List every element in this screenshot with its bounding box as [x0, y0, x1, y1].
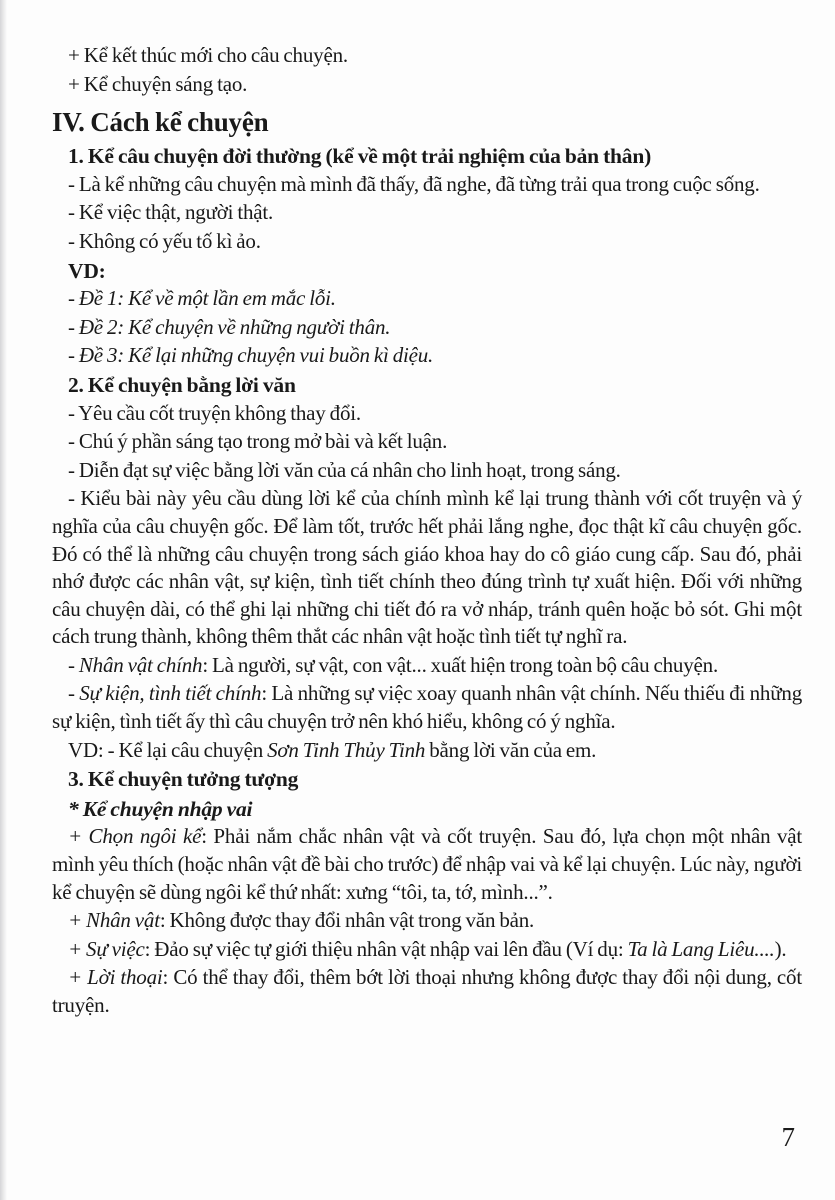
text-segment: 2. Kể chuyện bằng lời văn — [68, 372, 296, 397]
text-segment: Ta là Lang Liêu.... — [627, 936, 775, 961]
text-segment: + Kể kết thúc mới cho câu chuyện. — [68, 43, 348, 67]
paragraph — [52, 823, 802, 906]
text-segment: + Chọn ngôi kể — [68, 824, 202, 849]
text-segment: - Kể việc thật, người thật. — [68, 200, 274, 225]
heading-sub — [52, 258, 802, 286]
text-segment: : Có thể thay đổi, thêm bớt lời thoại nhưng không được thay đổi nội dung, cốt truyện. — [52, 965, 802, 1017]
text-segment: : Đảo sự việc tự giới thiệu nhân vật nhập vai lên đầu (Ví dụ: — [144, 936, 628, 961]
text-segment: - Đề 2: Kể chuyện về những người thân. — [68, 314, 391, 339]
paragraph — [52, 285, 802, 313]
text-segment: + Sự việc — [68, 936, 145, 961]
text-segment: : Phải nắm chắc nhân vật và cốt truyện. Sau đó, lựa chọn một nhân vật mình yêu thích (hoặc nhân vật đề bài cho trước) để nhập vai và kể lại chuyện. Lúc này, người kể chuyện sẽ dùng ngôi kể thứ nhất: xưng “tôi, ta, tớ, mình...”. — [52, 824, 802, 904]
paragraph — [52, 228, 802, 256]
text-segment: + Lời thoại — [68, 965, 163, 990]
paragraph — [52, 314, 802, 342]
text-segment: + Nhân vật — [68, 908, 160, 933]
paragraph — [52, 342, 802, 370]
text-segment: : Là người, sự vật, con vật... xuất hiện trong toàn bộ câu chuyện. — [202, 652, 718, 677]
text-segment: Sơn Tinh Thủy Tinh — [267, 737, 426, 762]
text-segment: : Không được thay đổi nhân vật trong văn bản. — [159, 908, 535, 933]
heading-section — [52, 104, 802, 140]
paragraph — [52, 907, 802, 935]
text-segment: 3. Kể chuyện tưởng tượng — [68, 767, 299, 792]
paragraph — [52, 400, 802, 428]
text-segment: - Yêu cầu cốt truyện không thay đổi. — [68, 400, 361, 425]
page-number: 7 — [781, 1122, 795, 1152]
paragraph — [52, 936, 802, 964]
heading-sub — [52, 372, 802, 400]
paragraph — [52, 199, 802, 227]
text-segment: VD: - Kể lại câu chuyện — [68, 737, 268, 762]
paragraph — [52, 71, 802, 99]
text-segment: - Chú ý phần sáng tạo trong mở bài và kết luận. — [68, 429, 448, 454]
paragraph — [52, 964, 802, 1019]
page-edge-shadow — [0, 0, 7, 1200]
paragraph — [52, 428, 802, 456]
text-segment: 1. Kể câu chuyện đời thường (kể về một trải nghiệm của bản thân) — [68, 144, 652, 169]
text-segment: - Sự kiện, tình tiết chính — [68, 681, 262, 706]
paragraph — [52, 457, 802, 485]
paragraph — [52, 171, 802, 199]
text-segment: bằng lời văn của em. — [425, 737, 597, 762]
text-segment: - Nhân vật chính — [68, 652, 203, 677]
heading-sub — [52, 796, 802, 824]
text-segment: - Là kể những câu chuyện mà mình đã thấy, đã nghe, đã từng trải qua trong cuộc sống. — [68, 171, 760, 196]
text-segment: VD: — [68, 258, 106, 283]
text-segment: IV. Cách kể chuyện — [52, 107, 269, 138]
text-segment: - Đề 1: Kể về một lần em mắc lỗi. — [68, 286, 336, 311]
text-segment: * Kể chuyện nhập vai — [68, 796, 253, 821]
text-segment: : Là những sự việc xoay quanh nhân vật chính. Nếu thiếu đi những sự kiện, tình tiết ấy thì câu chuyện trở nên khó hiểu, không có ý nghĩa. — [52, 681, 803, 734]
paragraph — [52, 652, 802, 680]
text-segment: - Không có yếu tố kì ảo. — [68, 228, 261, 253]
paragraph — [52, 42, 802, 70]
heading-sub — [52, 143, 802, 171]
text-segment: - Đề 3: Kể lại những chuyện vui buồn kì diệu. — [68, 343, 434, 368]
heading-sub — [52, 766, 802, 794]
text-segment: - Kiểu bài này yêu cầu dùng lời kể của chính mình kể lại trung thành với cốt truyện và ý nghĩa của câu chuyện gốc. Để làm tốt, trước hết phải lắng nghe, đọc thật kĩ câu chuyện gốc. Đó có thể là những câu chuyện trong sách giáo khoa hay do cô giáo cung cấp. Sau đó, phải nhớ được các nhân vật, sự kiện, tình tiết chính theo đúng trình tự xuất hiện. Đối với những câu chuyện dài, có thể ghi lại những chi tiết đó ra vở nháp, tránh quên hoặc bỏ sót. Ghi một cách trung thành, không thêm thắt các nhân vật hoặc tình tiết tự nghĩ ra. — [52, 486, 802, 649]
paragraph — [52, 737, 802, 765]
text-segment: ). — [774, 936, 787, 961]
paragraph — [52, 680, 802, 735]
document-content — [52, 42, 802, 1021]
paragraph — [52, 485, 802, 651]
text-segment: + Kể chuyện sáng tạo. — [68, 71, 248, 96]
text-segment: - Diễn đạt sự việc bằng lời văn của cá nhân cho linh hoạt, trong sáng. — [68, 457, 621, 482]
